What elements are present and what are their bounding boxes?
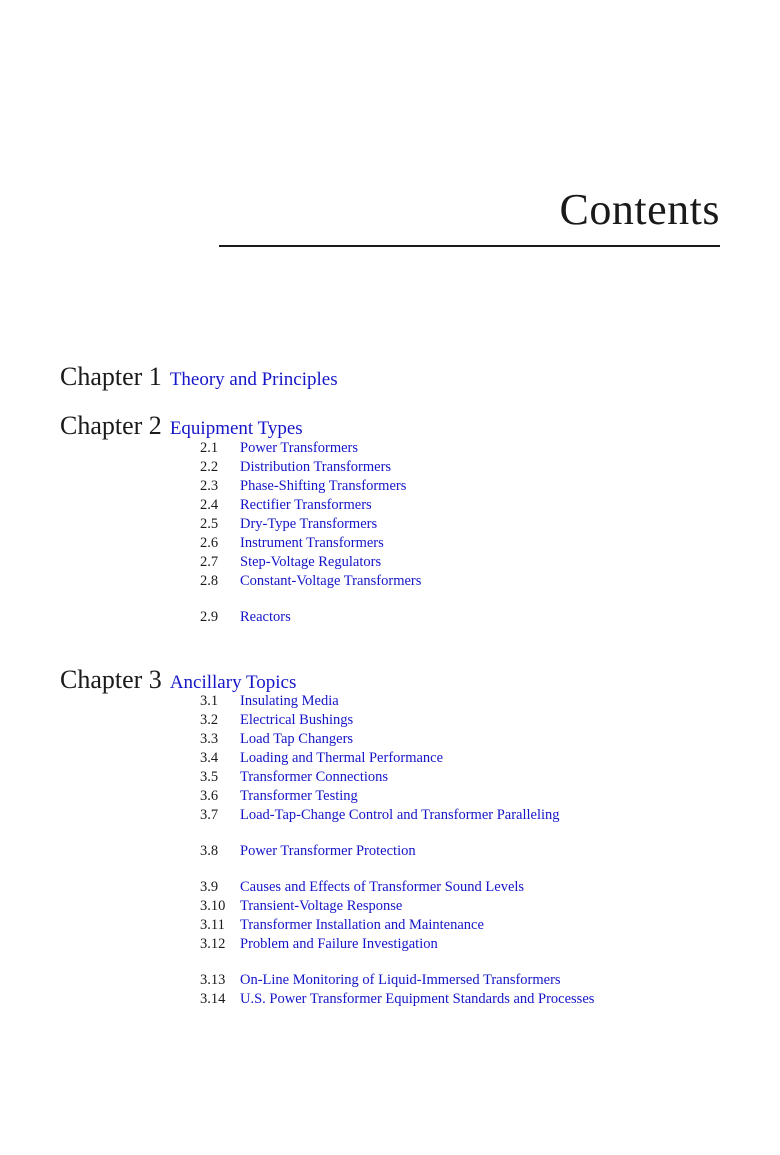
toc-entry-3-1[interactable]: [200, 694, 339, 709]
section-number: 2.6: [200, 535, 219, 551]
toc-entry-2-6[interactable]: [200, 536, 384, 551]
section-number: 3.7: [200, 807, 219, 823]
section-title-link[interactable]: Instrument Transformers: [240, 535, 384, 551]
section-number: 3.13: [200, 972, 226, 988]
section-title-link[interactable]: Load Tap Changers: [240, 731, 354, 747]
toc-entry-3-12[interactable]: [200, 937, 438, 952]
section-title-link[interactable]: Power Transformers: [240, 440, 359, 456]
toc-entry-2-5[interactable]: [200, 517, 377, 532]
toc-entry-3-2[interactable]: [200, 713, 353, 728]
section-number: 3.1: [200, 693, 219, 709]
section-title-link[interactable]: On-Line Monitoring of Liquid-Immersed Transformers: [240, 972, 561, 988]
section-title-link[interactable]: Load-Tap-Change Control and Transformer Paralleling: [240, 807, 560, 823]
section-number: 3.2: [200, 712, 219, 728]
section-title-link[interactable]: Electrical Bushings: [240, 712, 354, 728]
toc-entry-3-6[interactable]: [200, 789, 358, 804]
toc-entry-2-2[interactable]: [200, 460, 391, 475]
toc-entry-3-3[interactable]: [200, 732, 353, 747]
section-title-link[interactable]: Loading and Thermal Performance: [240, 750, 444, 766]
chapter-heading-2: [60, 413, 303, 439]
section-number: 2.5: [200, 516, 219, 532]
section-title-link[interactable]: Causes and Effects of Transformer Sound Levels: [240, 879, 525, 895]
section-number: 2.3: [200, 478, 219, 494]
section-title-link[interactable]: Problem and Failure Investigation: [240, 936, 438, 952]
section-number: 3.3: [200, 731, 219, 747]
section-title-link[interactable]: Transformer Connections: [240, 769, 389, 785]
toc-entry-3-13[interactable]: [200, 973, 561, 988]
section-title-link[interactable]: U.S. Power Transformer Equipment Standards and Processes: [240, 991, 595, 1007]
section-number: 3.8: [200, 843, 219, 859]
section-number: 3.5: [200, 769, 219, 785]
toc-entry-3-7[interactable]: [200, 808, 560, 823]
section-number: 3.11: [200, 917, 225, 933]
chapter-title-link[interactable]: Ancillary Topics: [169, 672, 297, 693]
toc-entry-3-11[interactable]: [200, 918, 484, 933]
title-rule: [219, 245, 720, 247]
toc-entry-2-4[interactable]: [200, 498, 372, 513]
section-number: 3.4: [200, 750, 219, 766]
chapter-label: Chapter 1: [60, 362, 162, 391]
section-number: 2.2: [200, 459, 219, 475]
chapter-heading-1: [60, 364, 338, 390]
section-number: 3.10: [200, 898, 226, 914]
chapter-heading-3: [60, 667, 296, 693]
section-title-link[interactable]: Transient-Voltage Response: [240, 898, 403, 914]
section-title-link[interactable]: Distribution Transformers: [240, 459, 392, 475]
section-number: 3.12: [200, 936, 226, 952]
section-title-link[interactable]: Power Transformer Protection: [240, 843, 416, 859]
section-number: 2.1: [200, 440, 219, 456]
section-title-link[interactable]: Transformer Testing: [240, 788, 358, 804]
section-title-link[interactable]: Phase-Shifting Transformers: [240, 478, 407, 494]
toc-entry-3-5[interactable]: [200, 770, 388, 785]
chapter-label: Chapter 3: [60, 665, 162, 694]
toc-entry-3-14[interactable]: [200, 992, 594, 1007]
section-title-link[interactable]: Constant-Voltage Transformers: [240, 573, 422, 589]
page-title: Contents: [559, 185, 720, 234]
section-number: 2.9: [200, 609, 219, 625]
section-number: 3.9: [200, 879, 219, 895]
section-title-link[interactable]: Insulating Media: [240, 693, 339, 709]
toc-entry-2-1[interactable]: [200, 441, 358, 456]
section-title-link[interactable]: Dry-Type Transformers: [240, 516, 378, 532]
section-title-link[interactable]: Reactors: [240, 609, 291, 625]
toc-entry-2-7[interactable]: [200, 555, 381, 570]
section-number: 3.6: [200, 788, 219, 804]
section-title-link[interactable]: Transformer Installation and Maintenance: [240, 917, 484, 933]
toc-entry-3-10[interactable]: [200, 899, 402, 914]
chapter-label: Chapter 2: [60, 411, 162, 440]
section-title-link[interactable]: Step-Voltage Regulators: [240, 554, 382, 570]
toc-entry-2-8[interactable]: [200, 574, 421, 589]
section-number: 2.8: [200, 573, 219, 589]
section-number: 2.4: [200, 497, 219, 513]
toc-entry-3-9[interactable]: [200, 880, 524, 895]
toc-entry-3-8[interactable]: [200, 844, 416, 859]
section-title-link[interactable]: Rectifier Transformers: [240, 497, 372, 513]
chapter-title-link[interactable]: Equipment Types: [169, 418, 303, 439]
chapter-title-link[interactable]: Theory and Principles: [169, 369, 338, 390]
toc-entry-2-9[interactable]: [200, 610, 291, 625]
toc-entry-2-3[interactable]: [200, 479, 406, 494]
toc-entry-3-4[interactable]: [200, 751, 443, 766]
section-number: 3.14: [200, 991, 226, 1007]
section-number: 2.7: [200, 554, 219, 570]
